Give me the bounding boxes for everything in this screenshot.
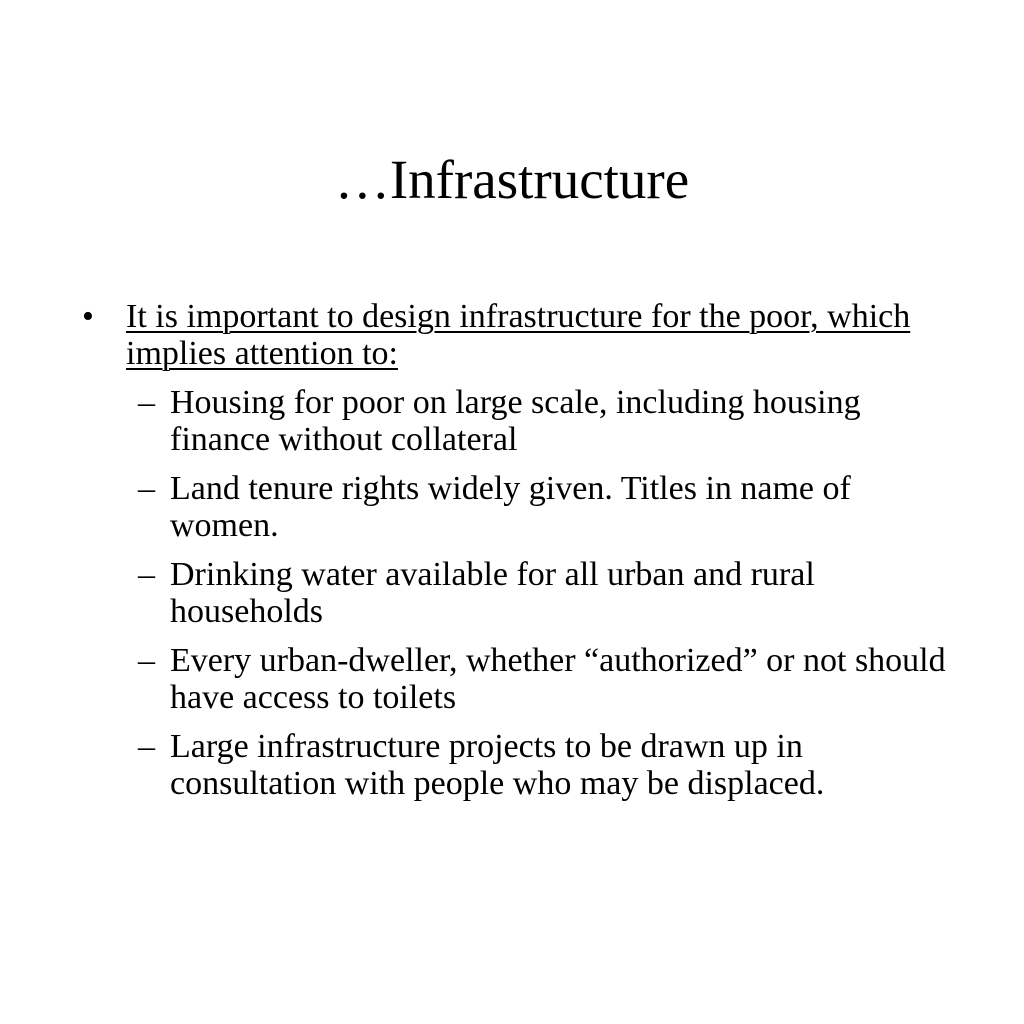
slide-content [82,298,962,814]
dash-marker: – [138,728,155,765]
sub-bullet-list [82,384,962,802]
slide-title: …Infrastructure [334,149,690,210]
dash-marker: – [138,642,155,679]
main-bullet [82,298,962,372]
sub-bullet-item [82,384,962,458]
dash-marker: – [138,470,155,507]
main-bullet-text: It is important to design infrastructure for the poor, which implies attention to: [126,298,911,372]
sub-bullet-text: Land tenure rights widely given. Titles in name of women. [170,470,851,544]
sub-bullet-text: Drinking water available for all urban and rural households [170,556,815,630]
bullet-marker: • [82,298,94,335]
sub-bullet-text: Large infrastructure projects to be drawn up in consultation with people who may be displaced. [170,728,825,802]
sub-bullet-item [82,642,962,716]
sub-bullet-item [82,556,962,630]
sub-bullet-item [82,728,962,802]
dash-marker: – [138,556,155,593]
sub-bullet-text: Every urban-dweller, whether “authorized” or not should have access to toilets [170,642,946,716]
dash-marker: – [138,384,155,421]
sub-bullet-text: Housing for poor on large scale, including housing finance without collateral [170,384,861,458]
sub-bullet-item [82,470,962,544]
